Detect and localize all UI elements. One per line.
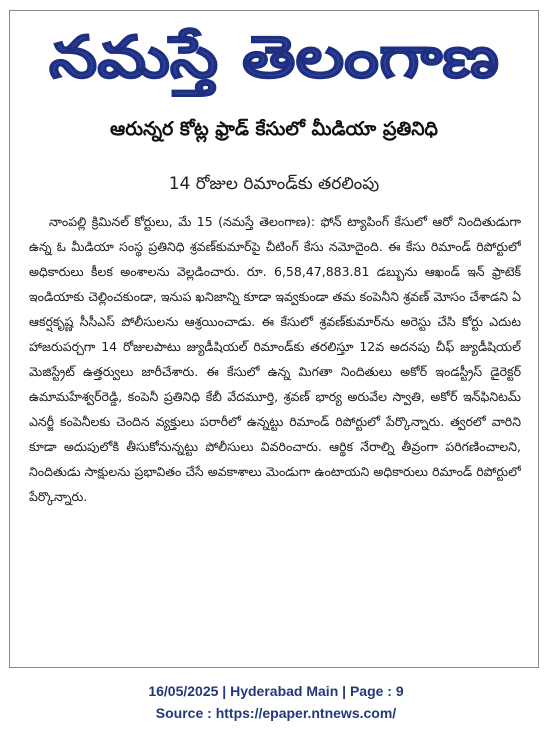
- masthead-title: నమస్తే తెలంగాణ: [49, 23, 429, 91]
- edition-info: 16/05/2025 | Hyderabad Main | Page : 9: [148, 683, 404, 699]
- clipping-frame: [9, 10, 539, 668]
- article-headline: ఆరున్నర కోట్ల ఫ్రాడ్ కేసులో మీడియా ప్రతినిధి: [110, 118, 438, 140]
- clipping-footer: [0, 680, 552, 724]
- source-link[interactable]: Source : https://epaper.ntnews.com/: [155, 705, 397, 721]
- article-subheadline: 14 రోజుల రిమాండ్‌కు తరలింపు: [168, 174, 380, 194]
- masthead-logo: [10, 11, 538, 111]
- article-body: నాంపల్లి క్రిమినల్ కోర్టులు, మే 15 (నమస్తే తెలంగాణ): ఫోన్ ట్యాపింగ్ కేసులో ఆరో నిందితుడుగా ఉన్న ఓ మీడియా సంస్థ ప్రతినిధి శ్రవణ్‌కుమార్‌పై చీటింగ్ కేసు నమోదైంది. ఈ కేసు రిమాండ్ రిపోర్టులో అధికారులు కీలక అంశాలను వెల్లడించారు. రూ. 6,58,47,883.81 డబ్బును ఆఖండ్ ఇన్ ఫ్రాటెక్ ఇండియాకు చెల్లించకుండా, ఇనుప ఖనిజాన్ని కూడా ఇవ్వకుండా తమ కంపెనీని శ్రవణ్ మోసం చేశాడని ఏ ఆకర్షకృష్ణ సీసీఎస్ పోలీసులను ఆశ్రయించాడు. ఈ కేసులో శ్రవణ్‌కుమార్‌ను అరెస్టు చేసి కోర్టు ఎదుట హాజరుపర్చగా 14 రోజులపాటు జ్యుడీషియల్ రిమాండ్‌కు తరలిస్తూ 12వ అదనపు చీఫ్ జ్యుడీషియల్ మెజిస్ట్రేట్ ఉత్తర్వులు జారీచేశారు. ఈ కేసులో ఉన్న మిగతా నిందితులు అకోర్ ఇండస్ట్రీస్ డైరెక్టర్ ఉమామహేశ్వర్‌రెడ్డి, కంపెనీ ప్రతినిధి కేబీ వేదమూర్తి, శ్రవణ్ భార్య అరువేల స్వాతి, అకోర్ ఇన్‌ఫినిటమ్ ఎనర్జీ కంపెనీలకు చెందిన వ్యక్తులు పరారీలో ఉన్నట్టు రిమాండ్ రిపోర్టులో పేర్కొన్నారు. త్వరలో వారిని కూడా అదుపులోకి తీసుకోనున్నట్టు పోలీసులు వివరించారు. ఆర్థిక నేరాల్ని తీవ్రంగా పరిగణించాలని, నిందితుడు సాక్షులను ప్రభావితం చేసే అవకాశాలు మెండుగా ఉంటాయని అధికారులు రిమాండ్ రిపోర్టులో పేర్కొన్నారు.: [29, 214, 521, 504]
- masthead-logo-svg: [10, 11, 538, 111]
